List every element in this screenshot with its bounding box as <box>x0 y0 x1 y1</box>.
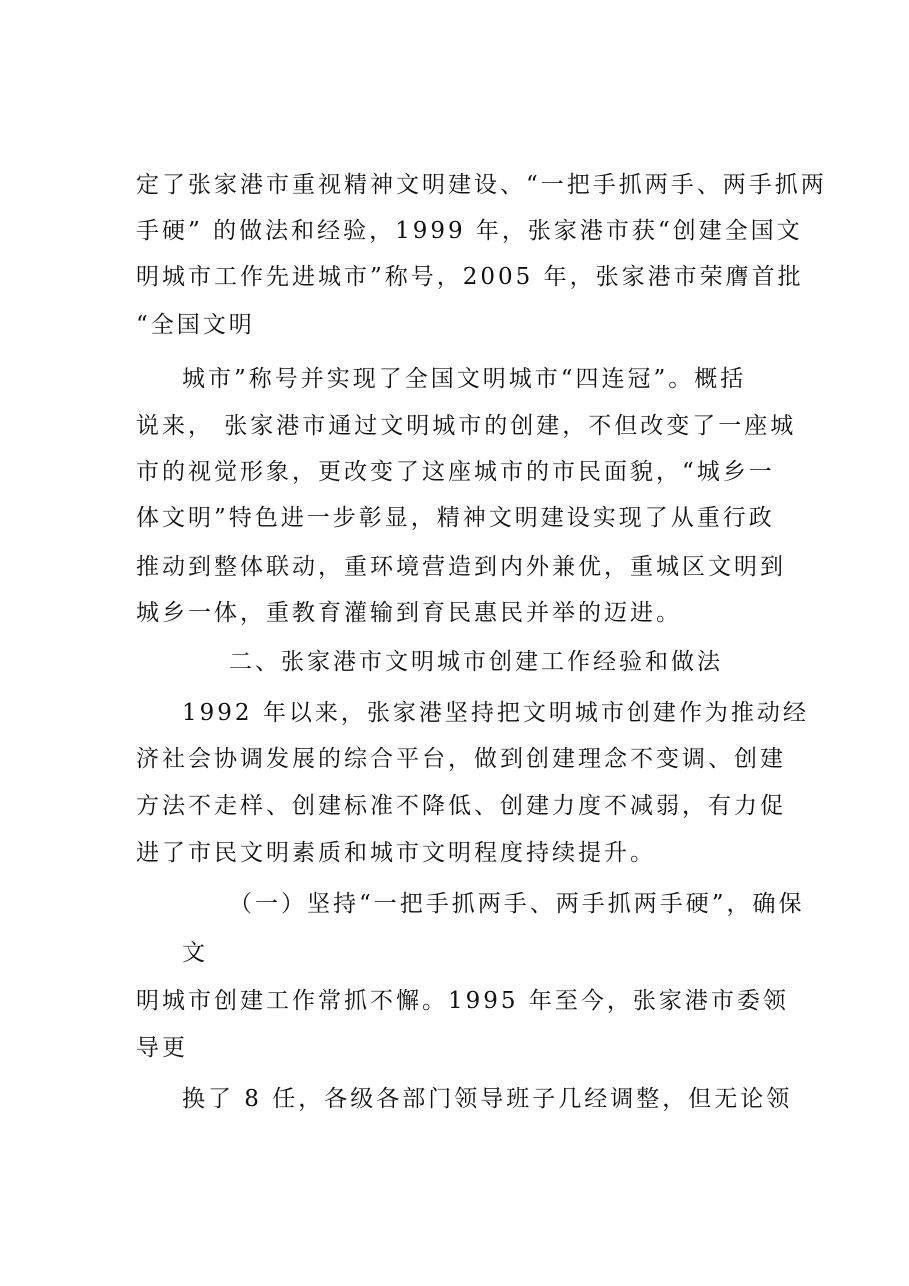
text-line: 手硬” 的做法和经验，1999 年，张家港市获“创建全国文 <box>136 218 803 244</box>
text-line: 城市”称号并实现了全国文明城市“四连冠”。概括 <box>182 366 747 392</box>
text-line: 1992 年以来，张家港坚持把文明城市创建作为推动经 <box>182 700 809 726</box>
subsection-heading: （一）坚持“一把手抓两手、两手抓两手硬”，确保 <box>229 891 805 917</box>
section-heading: 二、张家港市文明城市创建工作经验和做法 <box>229 649 723 675</box>
text-line: 文 <box>182 940 208 966</box>
text-line: 明城市工作先进城市”称号，2005 年，张家港市荣膺首批 <box>136 264 804 290</box>
text-line: 城乡一体，重教育灌输到育民惠民并举的迈进。 <box>136 600 682 626</box>
text-line: 说来， 张家港市通过文明城市的创建，不但改变了一座城 <box>136 413 797 439</box>
text-line: “全国文明 <box>136 312 255 338</box>
text-line: 导更 <box>136 1035 188 1061</box>
text-line: 定了张家港市重视精神文明建设、“一把手抓两手、两手抓两 <box>136 172 827 198</box>
text-line: 换了 8 任，各级各部门领导班子几经调整，但无论领 <box>182 1086 793 1112</box>
text-line: 推动到整体联动，重环境营造到内外兼优，重城区文明到 <box>136 554 786 580</box>
text-line: 进了市民文明素质和城市文明程度持续提升。 <box>136 840 656 866</box>
text-line: 明城市创建工作常抓不懈。1995 年至今，张家港市委领 <box>136 988 789 1014</box>
text-line: 方法不走样、创建标准不降低、创建力度不减弱，有力促 <box>136 793 786 819</box>
text-line: 市的视觉形象，更改变了这座城市的市民面貌，“城乡一 <box>136 459 775 485</box>
text-line: 济社会协调发展的综合平台，做到创建理念不变调、创建 <box>136 746 786 772</box>
text-line: 体文明”特色进一步彰显，精神文明建设实现了从重行政 <box>136 505 775 531</box>
